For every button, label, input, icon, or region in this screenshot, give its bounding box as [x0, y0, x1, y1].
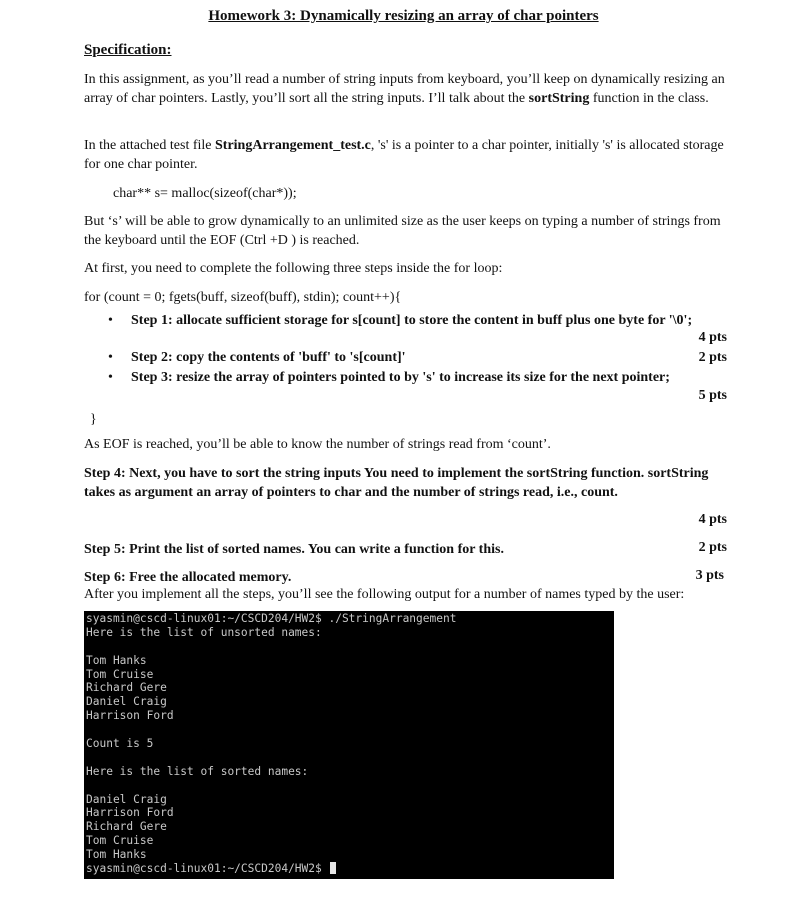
terminal-line: Here is the list of sorted names: — [86, 764, 309, 778]
terminal-line: Daniel Craig — [86, 695, 167, 709]
step-5-points: 2 pts — [698, 540, 727, 555]
terminal-prompt-line — [86, 862, 614, 876]
test-file-text: In the attached test file — [84, 138, 215, 153]
step-2-text: Step 2: copy the contents of 'buff' to 's[count]' — [131, 350, 406, 365]
step-5-paragraph: Step 5: Print the list of sorted names. You can write a function for this. — [84, 542, 504, 557]
cursor-icon — [330, 862, 336, 874]
step-1-points: 4 pts — [698, 330, 727, 345]
step-3-text: Step 3: resize the array of pointers pointed to by 's' to increase its size for the next pointer; — [131, 370, 670, 385]
bullet-icon: • — [108, 370, 113, 385]
step-4-points: 4 pts — [698, 512, 727, 527]
after-paragraph: After you implement all the steps, you’ll see the following output for a number of names typed by the user: — [84, 587, 685, 602]
malloc-code-line: char** s= malloc(sizeof(char*)); — [113, 186, 297, 201]
terminal-line: Count is 5 — [86, 737, 154, 751]
first-steps-paragraph: At first, you need to complete the following three steps inside the for loop: — [84, 261, 503, 276]
terminal-line: Harrison Ford — [86, 709, 174, 723]
test-file-text-end: , 's' is a pointer to a char pointer, initially 's' is allocated storage for one char pointer. — [84, 138, 724, 172]
document-title: Homework 3: Dynamically resizing an array of char pointers — [208, 8, 599, 24]
test-file-paragraph — [84, 136, 727, 174]
step-2-points: 2 pts — [698, 350, 727, 365]
intro-text-end: function in the class. — [589, 91, 709, 106]
terminal-line: Tom Cruise — [86, 667, 154, 681]
terminal-line — [86, 779, 614, 793]
grow-paragraph: But ‘s’ will be able to grow dynamically to an unlimited size as the user keeps on typing a number of strings from the keyboard until the EOF (Ctrl +D ) is reached. — [84, 214, 721, 248]
terminal-line: Tom Cruise — [86, 834, 154, 848]
terminal-line — [86, 723, 614, 737]
closing-brace: } — [90, 412, 97, 427]
specification-heading: Specification: — [84, 42, 172, 58]
step-3-item — [108, 370, 727, 386]
for-loop-line: for (count = 0; fgets(buff, sizeof(buff), stdin); count++){ — [84, 290, 402, 305]
terminal-line — [86, 640, 614, 654]
sortstring-term: sortString — [528, 91, 590, 106]
intro-paragraph — [84, 70, 727, 108]
eof-paragraph: As EOF is reached, you’ll be able to know the number of strings read from ‘count’. — [84, 437, 551, 452]
bullet-icon: • — [108, 313, 113, 328]
terminal-line: Richard Gere — [86, 820, 167, 834]
step-6-paragraph: Step 6: Free the allocated memory. — [84, 570, 292, 585]
step-2-item — [108, 350, 631, 366]
terminal-line: Tom Hanks — [86, 653, 147, 667]
terminal-line: Richard Gere — [86, 681, 167, 695]
step-6-points: 3 pts — [695, 568, 724, 583]
terminal-screenshot — [84, 611, 614, 879]
terminal-line: syasmin@cscd-linux01:~/CSCD204/HW2$ ./StringArrangement — [86, 612, 457, 625]
step-1-item — [108, 313, 727, 329]
terminal-line: Daniel Craig — [86, 792, 167, 806]
step-3-points: 5 pts — [698, 388, 727, 403]
test-file-name: StringArrangement_test.c — [215, 138, 371, 153]
terminal-prompt: syasmin@cscd-linux01:~/CSCD204/HW2$ — [86, 862, 329, 876]
bullet-icon: • — [108, 350, 113, 365]
step-1-text: Step 1: allocate sufficient storage for s[count] to store the content in buff plus one byte for '\0'; — [131, 313, 693, 328]
terminal-line — [86, 751, 614, 765]
step-4-paragraph: Step 4: Next, you have to sort the string inputs You need to implement the sortString function. sortString takes as argument an array of pointers to char and the number of strings read, i.e., count. — [84, 466, 709, 500]
terminal-line: Harrison Ford — [86, 806, 174, 820]
terminal-line: Tom Hanks — [86, 848, 147, 862]
intro-text: In this assignment, as you’ll read a number of string inputs from keyboard, you’ll keep on dynamically resizing an array of char pointers. Lastly, you’ll sort all the string inputs. I’ll talk about the — [84, 72, 725, 106]
terminal-line: Here is the list of unsorted names: — [86, 625, 322, 639]
